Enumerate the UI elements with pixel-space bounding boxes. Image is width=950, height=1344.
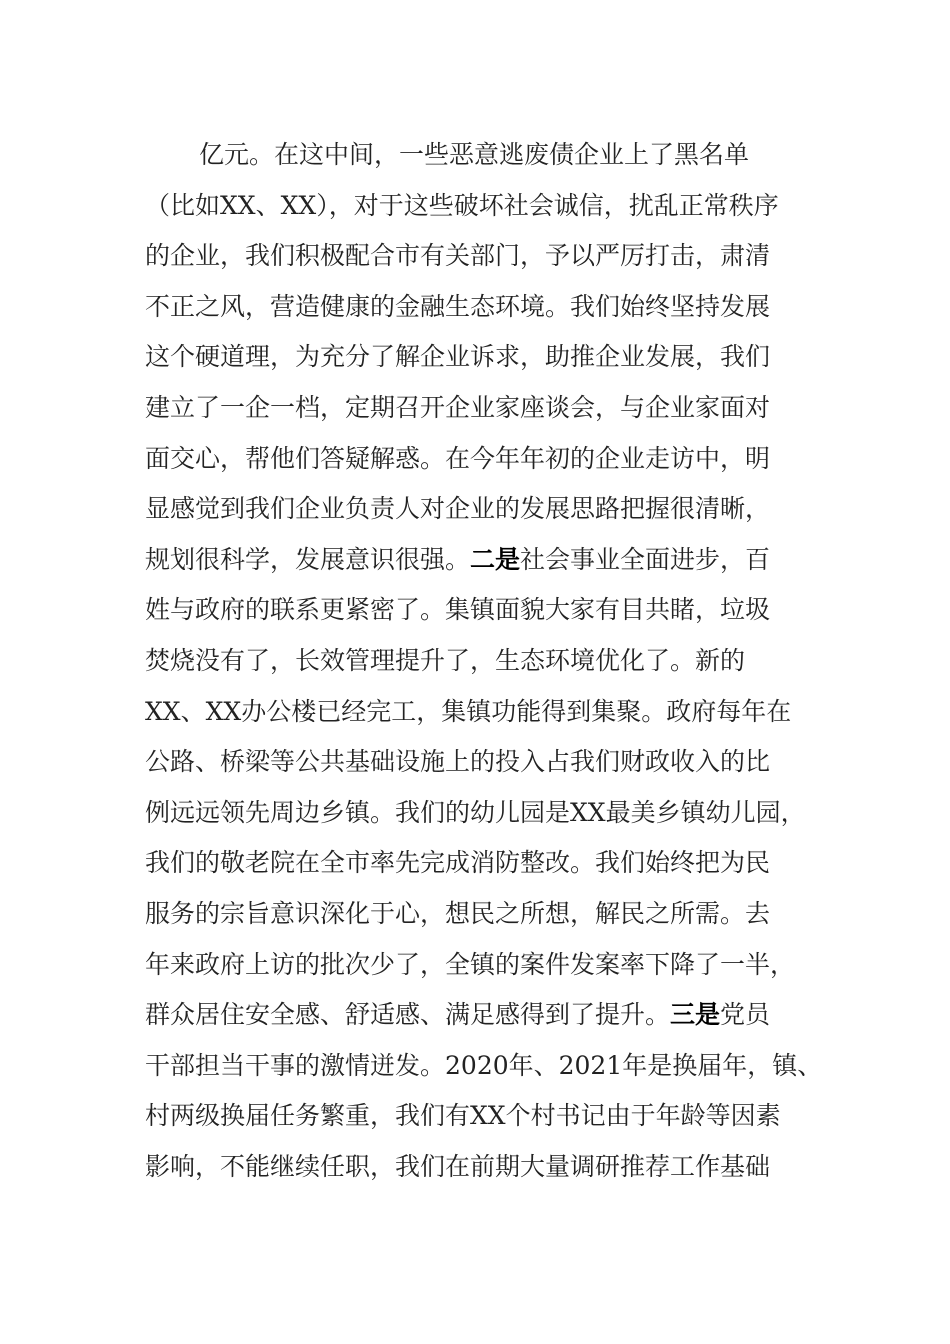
text-line-21 [145,1142,805,1193]
text-segment: 面交心，帮他们答疑解惑。在今年年初的企业走访中，明 [145,443,771,473]
text-segment: 亿元。在这中间，一些恶意逃废债企业上了黑名单 [199,140,750,169]
text-segment: 姓与政府的联系更紧密了。集镇面貌大家有目共睹，垃圾 [145,595,771,625]
text-line-19 [145,1041,823,1092]
text-line-11 [145,636,805,687]
text-segment: 规划很科学，发展意识很强。 [145,544,471,574]
body-text [145,130,823,1192]
text-line-14 [145,788,805,839]
text-line-7 [145,434,805,485]
text-segment: 年来政府上访的批次少了，全镇的案件发案率下降了一半， [145,949,796,979]
text-line-20 [145,1091,805,1142]
section-marker-two: 二是 [470,544,521,574]
text-segment: 公路、桥梁等公共基础设施上的投入占我们财政收入的比 [145,747,771,777]
text-line-17 [145,940,805,991]
text-line-1 [145,130,805,181]
text-segment: XX、XX办公楼已经完工，集镇功能得到集聚。政府每年在 [145,696,792,726]
text-segment: 村两级换届任务繁重，我们有XX个村书记由于年龄等因素 [145,1101,781,1131]
section-marker-three: 三是 [670,1000,721,1030]
text-line-5 [145,332,805,383]
text-line-8 [145,484,805,535]
text-segment: 建立了一企一档，定期召开企业家座谈会，与企业家面对 [145,392,771,422]
text-line-10 [145,585,805,636]
text-line-13 [145,737,805,788]
text-segment: 这个硬道理，为充分了解企业诉求，助推企业发展，我们 [145,342,771,372]
text-line-15 [145,838,805,889]
text-segment: 我们的敬老院在全市率先完成消防整改。我们始终把为民 [145,848,771,878]
text-line-12 [145,687,805,738]
text-segment: 影响，不能继续任职，我们在前期大量调研推荐工作基础 [145,1151,771,1181]
text-segment: 的企业，我们积极配合市有关部门，予以严厉打击，肃清 [145,241,771,271]
text-segment: 党员 [720,1000,771,1030]
text-segment: 焚烧没有了，长效管理提升了，生态环境优化了。新的 [145,645,746,675]
text-segment: 例远远领先周边乡镇。我们的幼儿园是XX最美乡镇幼儿园， [145,797,806,827]
text-segment: 群众居住安全感、舒适感、满足感得到了提升。 [145,1000,671,1030]
text-line-18 [145,990,805,1041]
text-line-3 [145,231,805,282]
text-line-2 [145,181,805,232]
text-line-9 [145,535,805,586]
text-segment: 干部担当干事的激情迸发。2020年、2021年是换届年，镇、 [145,1050,823,1080]
text-segment: 社会事业全面进步，百 [520,544,771,574]
text-line-6 [145,383,805,434]
text-segment: （比如XX、XX），对于这些破坏社会诚信，扰乱正常秩序 [145,190,779,220]
text-line-4 [145,282,805,333]
text-segment: 服务的宗旨意识深化于心，想民之所想，解民之所需。去 [145,898,771,928]
text-line-16 [145,889,805,940]
text-segment: 显感觉到我们企业负责人对企业的发展思路把握很清晰， [145,494,771,524]
text-segment: 不正之风，营造健康的金融生态环境。我们始终坚持发展 [145,291,771,321]
